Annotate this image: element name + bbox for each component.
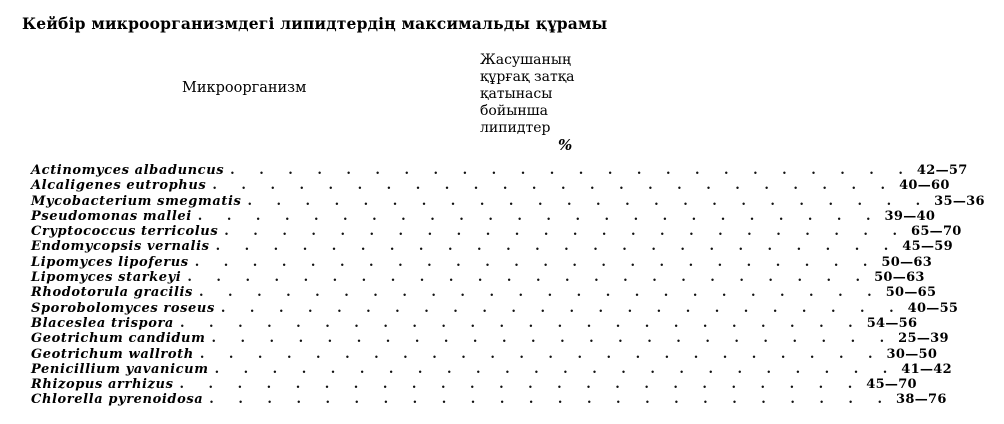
lipid-header-line: бойынша: [480, 103, 549, 119]
lipid-value: 25—39: [898, 331, 949, 347]
lipid-value: 50—63: [874, 270, 925, 286]
lipid-value: 35—36: [934, 193, 985, 209]
table-row: [31, 361, 952, 377]
lipid-header-line: Жасушаның: [480, 52, 571, 68]
table-row: [31, 392, 947, 408]
organism-name: Geotrichum candidum: [31, 331, 206, 347]
organism-name: Blacеslea trispora: [31, 315, 174, 331]
lipid-value: 30—50: [886, 346, 938, 362]
table-row: [31, 208, 936, 224]
table-row: [31, 331, 949, 347]
dot-leader: . . . . . . . . . . . . . . . . . . . . . . . .: [179, 377, 863, 393]
organism-name: Actinomyces albaduncus: [31, 163, 225, 178]
dot-leader: . . . . . . . . . . . . . . . . . . . . . . . .: [179, 315, 863, 331]
dot-leader: . . . . . . . . . . . . . . . . . . . . . . . .: [198, 285, 882, 301]
dot-leader: . . . . . . . . . . . . . . . . . . . . . . . .: [197, 208, 881, 224]
organism-name: Pseudomonas mallei: [31, 208, 192, 224]
percent-unit: %: [558, 136, 573, 154]
organism-column-header: Микроорганизм: [182, 80, 307, 96]
dot-leader: . . . . . . . . . . . . . . . . . . . . . . . .: [187, 270, 871, 286]
organism-name: Geotrichum wallroth: [31, 346, 194, 362]
lipid-value: 41—42: [901, 361, 952, 377]
table-row: [31, 285, 937, 301]
table-row: [31, 239, 953, 255]
lipid-value: 50—63: [881, 254, 933, 270]
lipid-value: 65—70: [910, 224, 962, 240]
dot-leader: . . . . . . . . . . . . . . . . . . . . . . . .: [220, 300, 904, 316]
table-row: [31, 300, 959, 316]
dot-leader: . . . . . . . . . . . . . . . . . . . . . . . .: [224, 224, 907, 240]
table-row: [31, 163, 968, 178]
lipid-value: 42—57: [916, 163, 968, 178]
lipid-table: [31, 163, 985, 408]
dot-leader: . . . . . . . . . . . . . . . . . . . . . . . .: [215, 239, 899, 255]
organism-name: Cryptococcus terricolus: [31, 224, 219, 240]
organism-name: Rhizopus arrhizus: [31, 377, 174, 393]
dot-leader: . . . . . . . . . . . . . . . . . . . . . . . .: [247, 193, 931, 209]
table-row: [31, 224, 962, 240]
organism-name: Alcaligenes eutrophus: [31, 178, 207, 194]
table-row: [31, 346, 938, 362]
lipid-column-header: [480, 52, 590, 154]
lipid-value: 54—56: [866, 315, 918, 331]
lipid-header-line: қатынасы: [480, 86, 553, 102]
dot-leader: . . . . . . . . . . . . . . . . . . . . . . . .: [209, 392, 893, 408]
organism-name: Sporobolomyces roseus: [31, 300, 215, 316]
dot-leader: . . . . . . . . . . . . . . . . . . . . . . . .: [194, 254, 878, 270]
organism-name: Mycobacterium smegmatis: [31, 193, 242, 209]
lipid-value: 45—70: [866, 377, 917, 393]
lipid-value: 45—59: [902, 239, 953, 255]
table-row: [31, 377, 917, 393]
dot-leader: . . . . . . . . . . . . . . . . . . . . . . . .: [211, 331, 895, 347]
lipid-header-line: құрғақ затқа: [480, 69, 575, 85]
lipid-value: 39—40: [884, 208, 936, 224]
organism-name: Endomycopsis vernalis: [31, 239, 210, 255]
organism-name: Chlorella pyrenoidosa: [31, 392, 204, 408]
table-row: [31, 254, 933, 270]
organism-name: Penicillium yavanicum: [31, 361, 209, 377]
dot-leader: . . . . . . . . . . . . . . . . . . . . . . . .: [199, 346, 883, 362]
lipid-header-line: липидтер: [480, 120, 551, 136]
table-row: [31, 270, 925, 286]
table-row: [31, 193, 985, 209]
table-row: [31, 315, 918, 331]
organism-name: Rhodotorula gracilis: [31, 285, 193, 301]
organism-name: Lipomyces lipoferus: [31, 254, 189, 270]
lipid-value: 38—76: [896, 392, 947, 408]
organism-name: Lipomyces starkeyi: [31, 270, 182, 286]
page-title: Кейбір микроорганизмдегі липидтердің максимальды құрамы: [22, 14, 608, 33]
lipid-value: 40—60: [899, 178, 950, 194]
table-row: [31, 178, 950, 194]
lipid-value: 40—55: [907, 300, 959, 316]
dot-leader: . . . . . . . . . . . . . . . . . . . . . . . .: [212, 178, 896, 194]
lipid-value: 50—65: [885, 285, 937, 301]
dot-leader: . . . . . . . . . . . . . . . . . . . . . . . .: [214, 361, 898, 377]
dot-leader: . . . . . . . . . . . . . . . . . . . . . . . .: [230, 163, 913, 178]
